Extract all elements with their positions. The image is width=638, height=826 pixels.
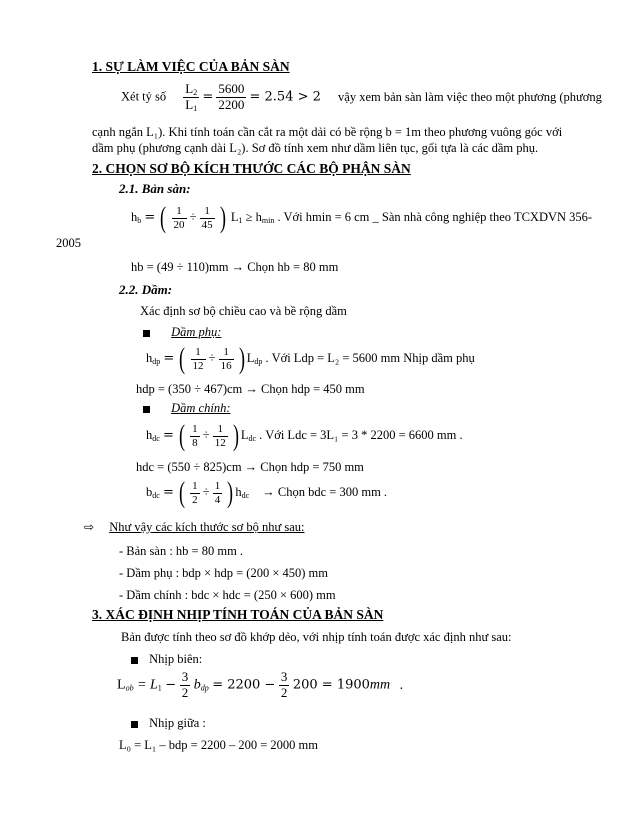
- hb-choose: hb = (49 ÷ 110)mm → Chọn hb = 80 mm: [131, 260, 339, 274]
- hb-text: . Với hmin = 6 cm _ Sàn nhà công nghiệp theo TCXDVN 356-: [277, 209, 593, 224]
- edge-bullet: [131, 652, 202, 667]
- bullet-icon: [143, 406, 150, 413]
- hb-formula: $h_b$ = ( $\frac{1}{20}$ ÷ $\frac{1}{45}$ ) $L_1 \ge h_{min}$ . Với hmin = 6 cm _ Sàn nhà công nghiệp theo TCXDVN 356-: [131, 201, 593, 234]
- dp-text: . Với Ldp = L₂ = 5600 mm Nhịp dầm phụ: [265, 350, 475, 365]
- summary-item: - Bản sàn : hb = 80 mm .: [119, 544, 244, 558]
- mid-eq: L₀ = L₁ – bdp = 2200 – 200 = 2000 mm: [119, 738, 318, 752]
- s1-line3: dầm phụ (phương cạnh dài L₂). Sơ đồ tính xem như dầm liên tục, gối tựa là các dầm phụ.: [92, 141, 539, 155]
- year: 2005: [56, 236, 81, 250]
- section-1-heading: 1. SỰ LÀM VIỆC CỦA BẢN SÀN: [92, 59, 290, 74]
- bdc-text: → Chọn bdc = 300 mm .: [262, 484, 388, 499]
- mid-bullet: [131, 716, 206, 731]
- s3-intro: Bản được tính theo sơ đồ khớp dẻo, với nhịp tính toán được xác định như sau:: [121, 630, 512, 644]
- section-2-heading: 2. CHỌN SƠ BỘ KÍCH THƯỚC CÁC BỘ PHẬN SÀN: [92, 161, 411, 176]
- mid-title: Nhịp giữa :: [149, 716, 206, 730]
- edge-title: Nhịp biên:: [149, 652, 203, 666]
- summary-title: Như vậy các kích thước sơ bộ như sau:: [109, 520, 305, 534]
- dp-bullet: [143, 325, 221, 340]
- summary-item: - Dầm phụ : bdp × hdp = (200 × 450) mm: [119, 566, 328, 580]
- bullet-icon: [143, 330, 150, 337]
- bdc-formula: $b_{dc}$ = ( $\frac{1}{2}$ ÷ $\frac{1}{4}$ ) $h_{dc}$ → Chọn bdc = 300 mm .: [146, 476, 388, 509]
- bullet-icon: [131, 657, 138, 664]
- ratio-suffix: vậy xem bản sàn làm việc theo một phương (phương: [338, 89, 602, 104]
- dp-formula: $h_{dp}$ = ( $\frac{1}{12}$ ÷ $\frac{1}{16}$ ) $L_{dp}$ . Với Ldp = L₂ = 5600 mm Nhịp dầm phụ: [146, 342, 475, 375]
- subsection-2-1: 2.1. Bản sàn:: [119, 181, 191, 196]
- dp-choose: hdp = (350 ÷ 467)cm → Chọn hdp = 450 mm: [136, 382, 365, 396]
- dc-choose: hdc = (550 ÷ 825)cm → Chọn hdp = 750 mm: [136, 460, 364, 474]
- arrow-right-icon: ⇨: [84, 520, 95, 534]
- ratio-symbolic: $\frac{L_2}{L_1}$: [185, 81, 198, 114]
- lob-formula: $L_{ob} = L_1$ − $\frac{3}{2}$ $b_{dp} = 2200$ − $\frac{3}{2}$ 200 = 1900mm .: [117, 669, 404, 700]
- beam-intro: Xác định sơ bộ chiều cao và bề rộng dầm: [140, 304, 347, 318]
- ratio-result: = 2.54 > 2: [249, 89, 321, 105]
- section-3-heading: 3. XÁC ĐỊNH NHỊP TÍNH TOÁN CỦA BẢN SÀN: [92, 607, 384, 622]
- ratio-prefix: Xét tỷ số: [121, 89, 167, 104]
- dc-formula: $h_{dc}$ = ( $\frac{1}{8}$ ÷ $\frac{1}{12}$ ) $L_{dc}$ . Với Ldc = 3L₁ = 3 * 2200 = 6600 mm .: [146, 419, 463, 452]
- summary-title-row: [84, 520, 305, 535]
- ratio-numeric: $\frac{5600}{2200}$: [218, 81, 245, 113]
- ratio-line: Xét tỷ số $\frac{L_2}{L_1}$ = $\frac{5600}{2200}$ = 2.54 > 2 vậy xem bản sàn làm việc theo một phương (phương: [121, 81, 602, 114]
- bullet-icon: [131, 721, 138, 728]
- subsection-2-2: 2.2. Dầm:: [119, 282, 173, 297]
- dc-title: Dầm chính:: [171, 401, 231, 415]
- dc-text: . Với Ldc = 3L₁ = 3 * 2200 = 6600 mm .: [259, 427, 463, 442]
- s1-line2: cạnh ngắn L₁). Khi tính toán cần cắt ra một dải có bề rộng b = 1m theo phương vuông góc với: [92, 125, 563, 139]
- dc-bullet: [143, 401, 231, 416]
- summary-item: - Dầm chính : bdc × hdc = (250 × 600) mm: [119, 588, 336, 602]
- dp-title: Dầm phụ:: [171, 325, 222, 339]
